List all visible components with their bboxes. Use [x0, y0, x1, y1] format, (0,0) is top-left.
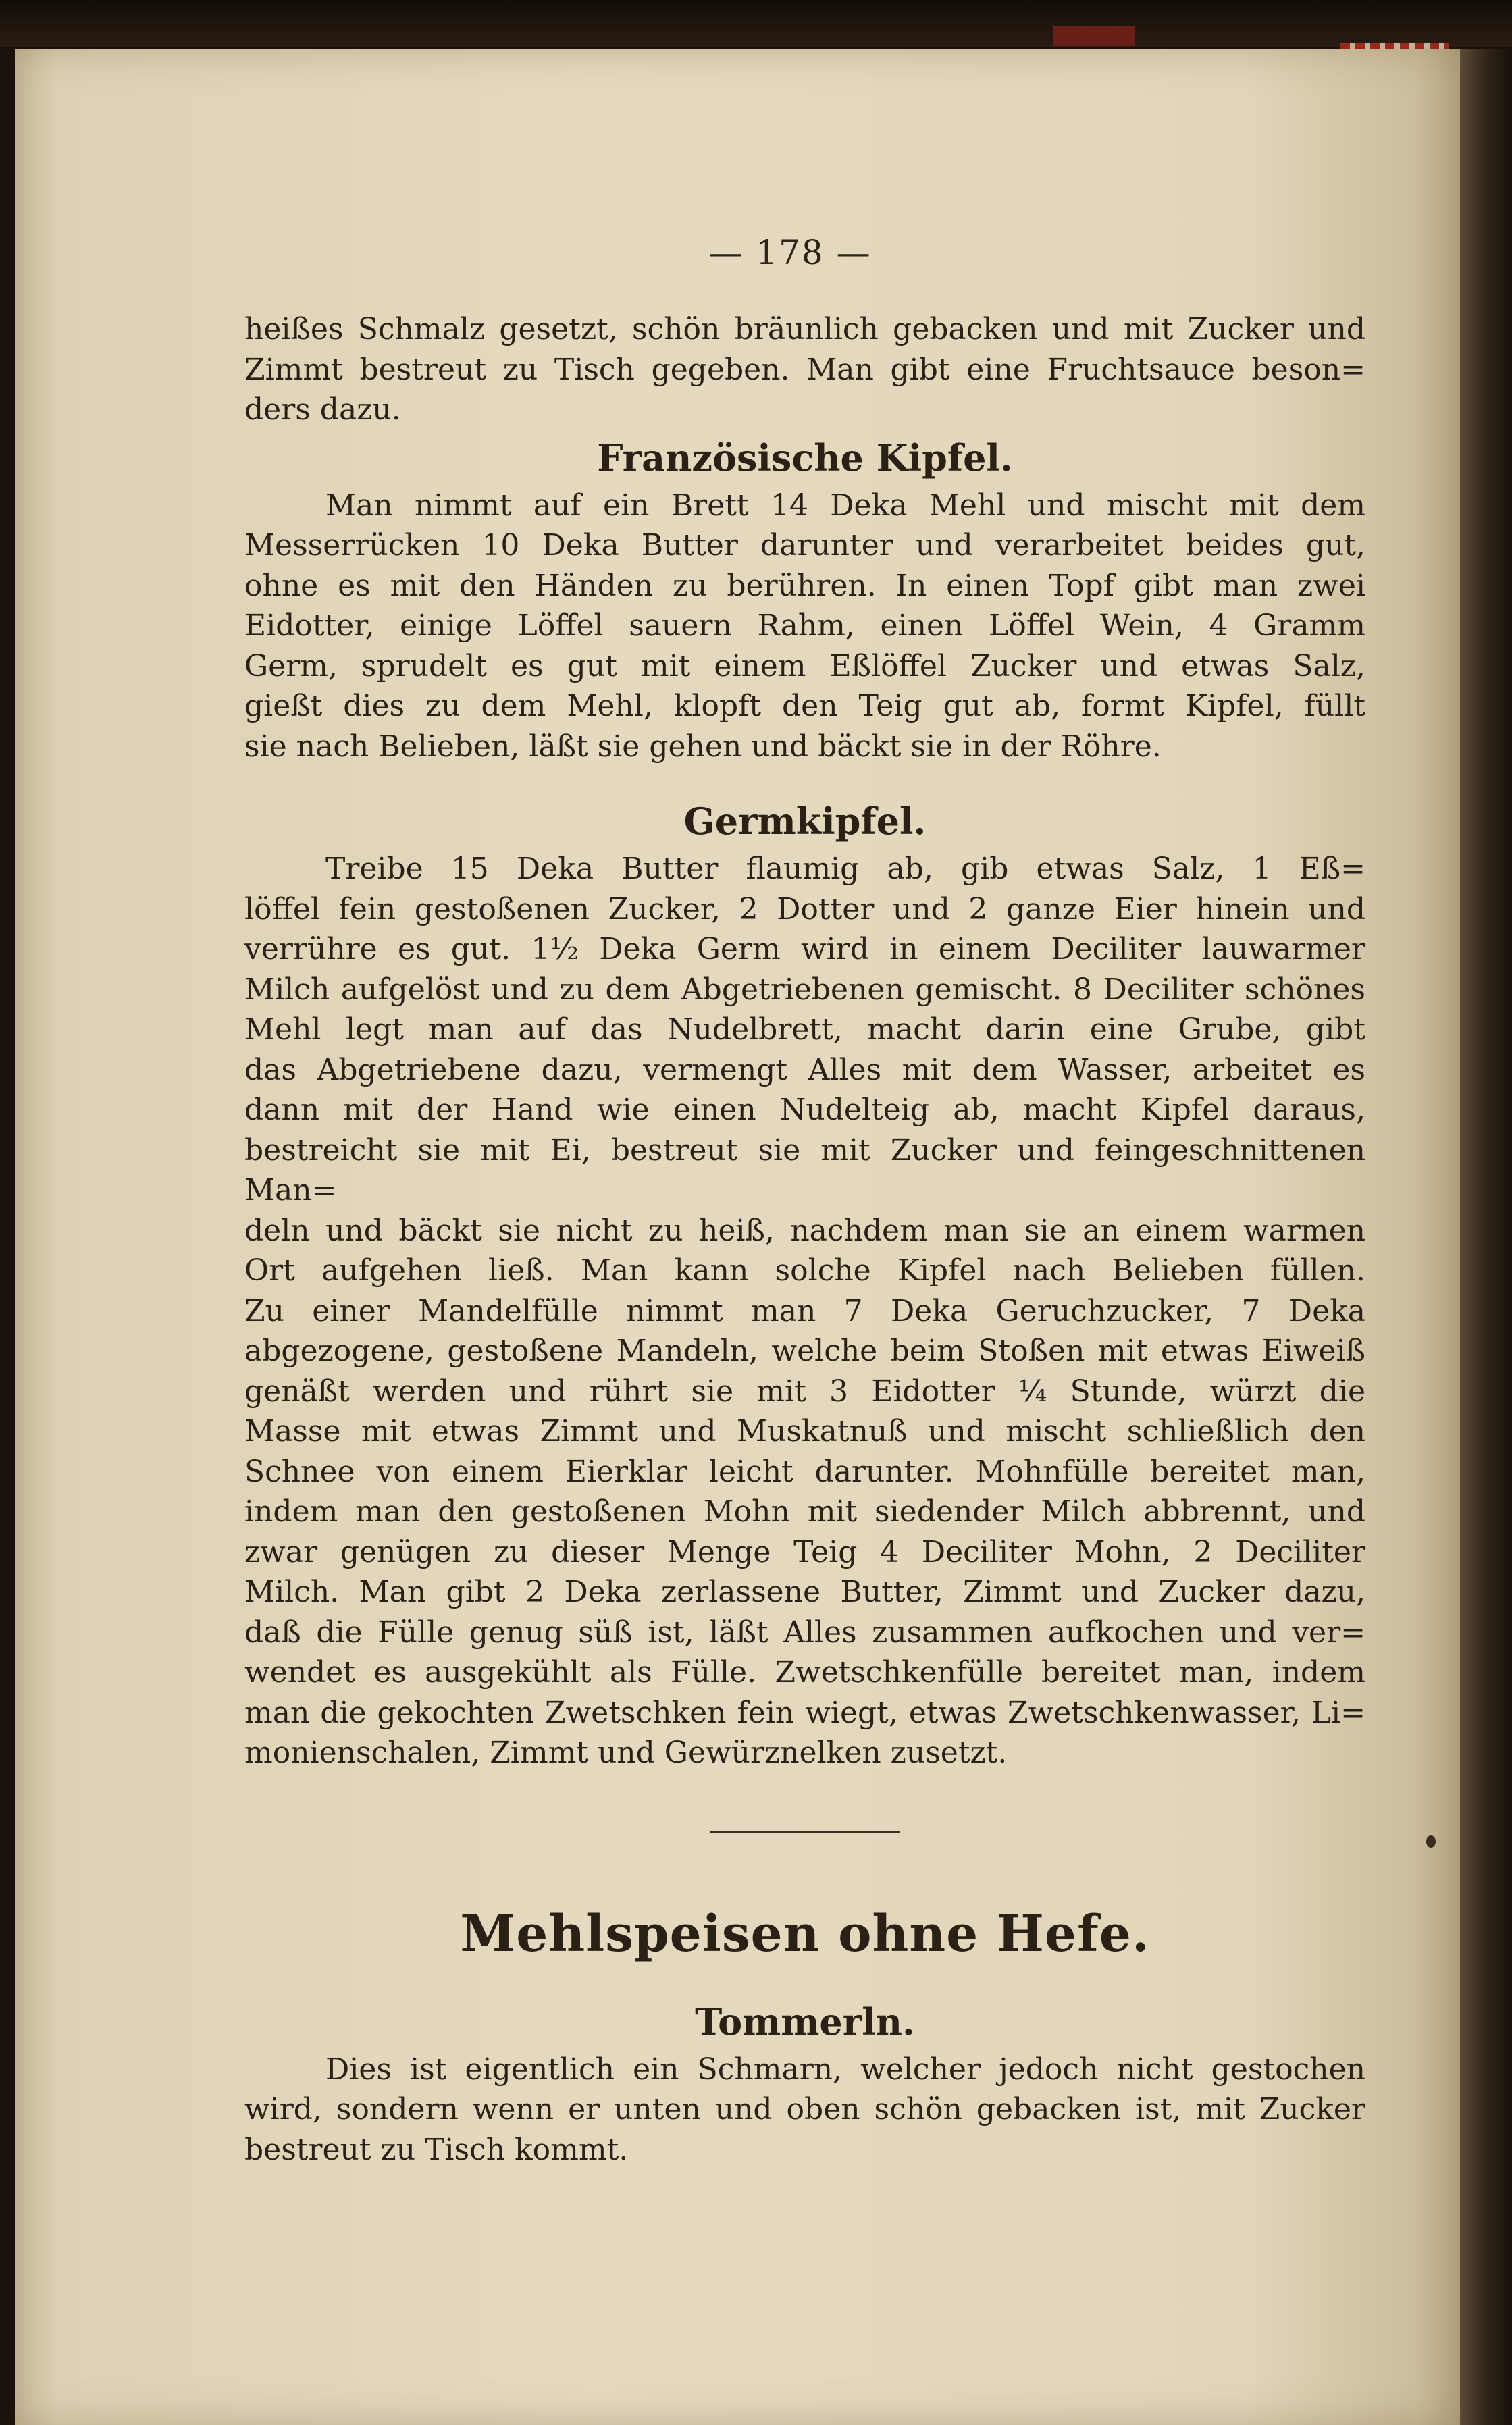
- text-line: Dies ist eigentlich ein Schmarn, welcher jedoch nicht gestochen: [325, 2052, 1365, 2087]
- text-line: ders dazu.: [244, 392, 401, 427]
- text-line: dann mit der Hand wie einen Nudelteig ab, macht Kipfel daraus,: [244, 1093, 1365, 1127]
- text-line: bestreut zu Tisch kommt.: [244, 2132, 629, 2167]
- continuation-paragraph: [244, 309, 1365, 430]
- page-number: — 178 —: [708, 233, 872, 272]
- text-line: Milch aufgelöst und zu dem Abgetriebenen gemischt. 8 Deciliter schönes: [244, 972, 1365, 1007]
- text-line: das Abgetriebene dazu, vermengt Alles mit dem Wasser, arbeitet es: [244, 1052, 1365, 1087]
- text-line: abgezogene, gestoßene Mandeln, welche beim Stoßen mit etwas Eiweiß: [244, 1334, 1365, 1368]
- text-line: wendet es ausgekühlt als Fülle. Zwetschkenfülle bereitet man, indem: [244, 1655, 1365, 1690]
- text-line: Germ, sprudelt es gut mit einem Eßlöffel Zucker und etwas Salz,: [244, 648, 1365, 683]
- recipe-heading-franzoesische-kipfel: Französische Kipfel.: [597, 436, 1013, 479]
- text-line: ohne es mit den Händen zu berühren. In einen Topf gibt man zwei: [244, 568, 1365, 603]
- text-line: gießt dies zu dem Mehl, klopft den Teig gut ab, formt Kipfel, füllt: [244, 689, 1365, 723]
- text-line: man die gekochten Zwetschken fein wiegt, etwas Zwetschkenwasser, Li=: [244, 1695, 1365, 1730]
- text-line: deln und bäckt sie nicht zu heiß, nachdem man sie an einem warmen: [244, 1213, 1365, 1248]
- text-line: genäßt werden und rührt sie mit 3 Eidotter ¼ Stunde, würzt die: [244, 1374, 1365, 1409]
- text-line: monienschalen, Zimmt und Gewürznelken zusetzt.: [244, 1736, 1008, 1770]
- text-line: Schnee von einem Eierklar leicht darunter. Mohnfülle bereitet man,: [244, 1454, 1365, 1489]
- text-line: Ort aufgehen ließ. Man kann solche Kipfel nach Belieben füllen.: [244, 1253, 1365, 1288]
- section-divider: [710, 1831, 900, 1833]
- text-line: Man nimmt auf ein Brett 14 Deka Mehl und mischt mit dem: [325, 488, 1365, 523]
- ink-speck: [1426, 1835, 1436, 1848]
- recipe-heading-germkipfel: Germkipfel.: [683, 800, 927, 843]
- text-line: sie nach Belieben, läßt sie gehen und bäckt sie in der Röhre.: [244, 729, 1162, 764]
- chapter-heading: Mehlspeisen ohne Hefe.: [460, 1904, 1150, 1963]
- recipe-heading-tommerln: Tommerln.: [695, 2000, 915, 2043]
- text-line: Messerrücken 10 Deka Butter darunter und verarbeitet beides gut,: [244, 528, 1365, 563]
- text-line: Mehl legt man auf das Nudelbrett, macht darin eine Grube, gibt: [244, 1012, 1365, 1047]
- text-line: Treibe 15 Deka Butter flaumig ab, gib etwas Salz, 1 Eß=: [325, 852, 1365, 886]
- scan-red-marker: [1053, 26, 1135, 46]
- text-line: Masse mit etwas Zimmt und Muskatnuß und mischt schließlich den: [244, 1414, 1365, 1449]
- text-line: Eidotter, einige Löffel sauern Rahm, einen Löffel Wein, 4 Gramm: [244, 608, 1365, 643]
- text-line: wird, sondern wenn er unten und oben schön gebacken ist, mit Zucker: [244, 2092, 1365, 2127]
- text-line: Zimmt bestreut zu Tisch gegeben. Man gibt eine Fruchtsauce beson=: [244, 352, 1365, 387]
- recipe-body-germkipfel: [244, 849, 1365, 1773]
- text-line: bestreicht sie mit Ei, bestreut sie mit Zucker und feingeschnittenen Man=: [244, 1132, 1365, 1207]
- recipe-body-tommerln: [244, 2050, 1365, 2170]
- page-text: [244, 309, 1365, 2170]
- text-line: Milch. Man gibt 2 Deka zerlassene Butter, Zimmt und Zucker dazu,: [244, 1575, 1365, 1609]
- recipe-body-franzoesische-kipfel: [244, 486, 1365, 767]
- text-line: indem man den gestoßenen Mohn mit siedender Milch abbrennt, und: [244, 1494, 1365, 1529]
- scan-top-border: [0, 0, 1512, 47]
- text-line: heißes Schmalz gesetzt, schön bräunlich gebacken und mit Zucker und: [244, 312, 1365, 346]
- page-edge-shadow: [1460, 49, 1512, 2425]
- text-line: daß die Fülle genug süß ist, läßt Alles zusammen aufkochen und ver=: [244, 1615, 1365, 1650]
- text-line: verrühre es gut. 1½ Deka Germ wird in einem Deciliter lauwarmer: [244, 932, 1365, 966]
- text-line: Zu einer Mandelfülle nimmt man 7 Deka Geruchzucker, 7 Deka: [244, 1293, 1365, 1328]
- text-line: löffel fein gestoßenen Zucker, 2 Dotter und 2 ganze Eier hinein und: [244, 891, 1365, 927]
- text-line: zwar genügen zu dieser Menge Teig 4 Deciliter Mohn, 2 Deciliter: [244, 1534, 1365, 1569]
